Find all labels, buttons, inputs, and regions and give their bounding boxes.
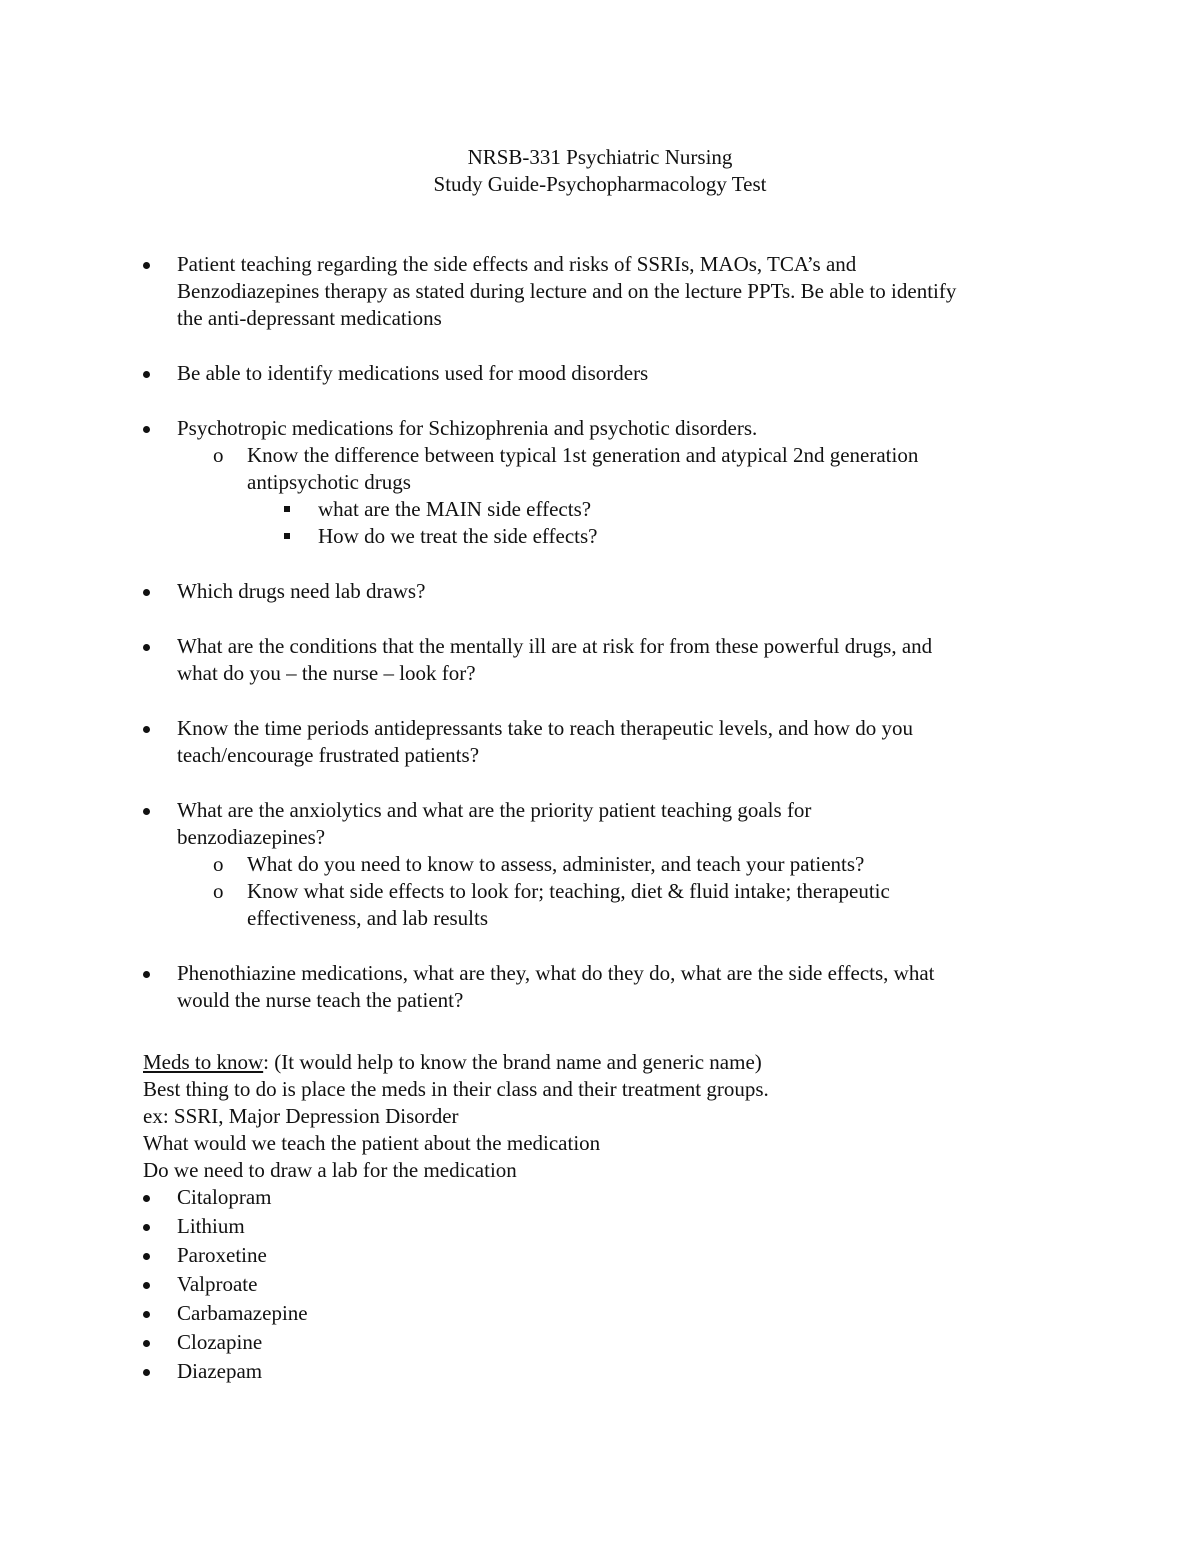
circle-bullet-icon: o: [213, 443, 224, 467]
list-item: Patient teaching regarding the side effects and risks of SSRIs, MAOs, TCA’s and Benzodiazepines therapy as stated during lecture and on the lecture PPTs. Be able to identify the anti-depressant medications: [0, 251, 1200, 332]
bullet-icon: [143, 808, 150, 815]
list-item: Diazepam: [143, 1358, 1083, 1387]
bullet-icon: [143, 1195, 150, 1202]
course-title: NRSB-331 Psychiatric Nursing: [467, 145, 733, 169]
list-item: Lithium: [143, 1213, 1083, 1242]
sub-list-item: o What do you need to know to assess, administer, and teach your patients?: [213, 852, 865, 876]
bullet-icon: [143, 644, 150, 651]
bullet-icon: [143, 426, 150, 433]
bullet-icon: [143, 589, 150, 596]
meds-heading-underlined: Meds to know: [143, 1050, 264, 1074]
document-title: [0, 144, 1200, 198]
bullet-icon: [143, 971, 150, 978]
bullet-icon: [143, 1253, 150, 1260]
square-bullet-icon: [284, 533, 290, 539]
sub-sub-list-item: what are the MAIN side effects?: [0, 496, 1080, 523]
list-item: Know the time periods antidepressants take to reach therapeutic levels, and how do you teach/encourage frustrated patients?: [0, 715, 1200, 769]
list-item: Paroxetine: [143, 1242, 1083, 1271]
bullet-icon: [143, 262, 150, 269]
list-item: Citalopram: [143, 1184, 1083, 1213]
study-topics-list: [0, 251, 1200, 1042]
guide-title: Study Guide-Psychopharmacology Test: [433, 172, 767, 196]
circle-bullet-icon: o: [213, 879, 224, 903]
list-item: Valproate: [143, 1271, 1083, 1300]
sub-sub-list-item: How do we treat the side effects?: [0, 523, 1080, 550]
bullet-icon: [143, 1340, 150, 1347]
list-item: What are the anxiolytics and what are the priority patient teaching goals for benzodiazepines? o What do you need to know to assess, administer, and teach your patients? o Know what side effects to look for; teaching, diet & fluid intake; therapeutic effectiveness, and lab results: [0, 797, 1200, 932]
list-item: Clozapine: [143, 1329, 1083, 1358]
meds-heading-note: : (It would help to know the brand name and generic name): [263, 1050, 762, 1074]
list-item: Phenothiazine medications, what are they, what do they do, what are the side effects, what would the nurse teach the patient?: [0, 960, 1200, 1014]
sub-list-item: o Know the difference between typical 1st generation and atypical 2nd generation antipsychotic drugs: [213, 443, 919, 494]
list-item: Be able to identify medications used for mood disorders: [0, 360, 1200, 387]
meds-question-lab: Do we need to draw a lab for the medication: [143, 1158, 517, 1182]
meds-question-teach: What would we teach the patient about the medication: [143, 1131, 601, 1155]
bullet-icon: [143, 371, 150, 378]
meds-to-know-section: [143, 1049, 1083, 1387]
list-item: Carbamazepine: [143, 1300, 1083, 1329]
meds-example: ex: SSRI, Major Depression Disorder: [143, 1104, 459, 1128]
bullet-icon: [143, 726, 150, 733]
list-item: Psychotropic medications for Schizophrenia and psychotic disorders. o Know the difference between typical 1st generation and atypical 2nd generation antipsychotic drugs what are the MAIN side effects? How do we treat the side effects?: [0, 415, 1200, 550]
meds-instruction: Best thing to do is place the meds in their class and their treatment groups.: [143, 1077, 769, 1101]
list-item: Which drugs need lab draws?: [0, 578, 1200, 605]
meds-heading: [143, 1049, 1083, 1076]
square-bullet-icon: [284, 506, 290, 512]
bullet-icon: [143, 1224, 150, 1231]
sub-list-item: o Know what side effects to look for; teaching, diet & fluid intake; therapeutic effectiveness, and lab results: [213, 879, 890, 930]
circle-bullet-icon: o: [213, 852, 224, 876]
medication-list: [143, 1184, 1083, 1387]
bullet-icon: [143, 1369, 150, 1376]
list-item: What are the conditions that the mentally ill are at risk for from these powerful drugs, and what do you – the nurse – look for?: [0, 633, 1200, 687]
bullet-icon: [143, 1311, 150, 1318]
bullet-icon: [143, 1282, 150, 1289]
